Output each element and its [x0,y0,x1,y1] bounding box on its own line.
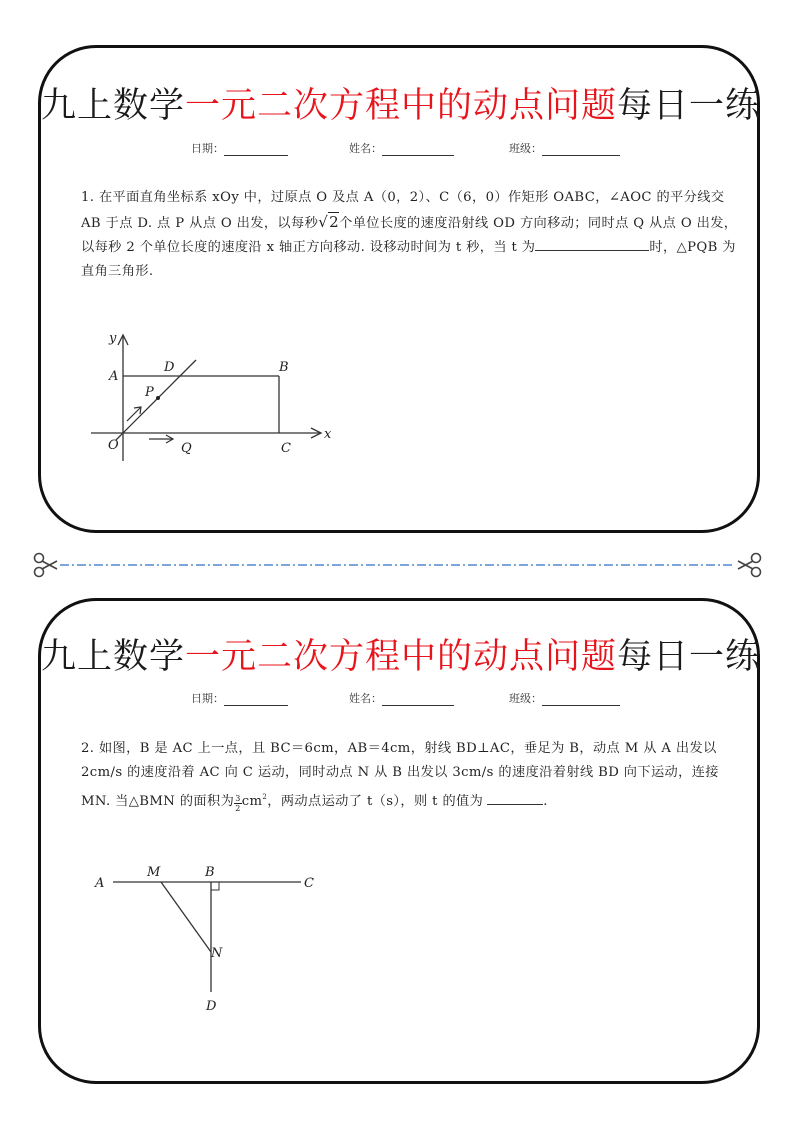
title-suffix: 每日一练 [617,637,762,677]
label-A: A [109,369,119,384]
answer-blank[interactable] [535,236,649,251]
name-blank[interactable] [382,693,454,706]
answer-blank[interactable] [487,790,543,805]
point-P [156,396,160,400]
scissors-icon [738,554,761,577]
label-D: D [164,360,175,375]
cut-line-divider [30,550,765,580]
ray-OD [116,360,196,440]
label-N: N [211,946,223,961]
label-x: x [324,427,332,442]
label-P: P [145,385,154,400]
date-blank[interactable] [224,693,288,706]
label-O: O [108,438,119,453]
title-topic: 一元二次方程中的动点问题 [185,637,618,677]
class-blank[interactable] [542,143,620,156]
exercise-card-2 [38,598,760,1084]
label-B: B [279,360,289,375]
title-topic: 一元二次方程中的动点问题 [185,86,618,126]
label-C: C [304,876,314,891]
label-B: B [205,865,215,880]
coordinate-figure [81,328,341,468]
card-title [41,629,762,679]
card-title [41,78,762,128]
name-blank[interactable] [382,143,454,156]
date-blank[interactable] [224,143,288,156]
class-field: 班级： [509,690,620,706]
class-field: 班级： [509,140,620,156]
fraction: $\frac{3}{2}$ [235,794,241,813]
label-C: C [281,441,291,456]
date-field: 日期： [191,690,288,706]
label-y: y [109,331,117,346]
scissors-icon [35,554,58,577]
name-field: 姓名： [349,140,454,156]
name-field: 姓名： [349,690,454,706]
label-M: M [147,865,161,880]
date-field: 日期： [191,140,288,156]
right-angle-mark [211,882,219,890]
title-prefix: 九上数学 [41,86,186,126]
motion-arrow-P [127,407,141,421]
label-D: D [206,999,217,1014]
title-suffix: 每日一练 [617,86,762,126]
title-prefix: 九上数学 [41,637,186,677]
geometry-figure [91,857,331,1027]
class-blank[interactable] [542,693,620,706]
problem-text: 2. 如图，B 是 AC 上一点，且 BC＝6cm，AB＝4cm，射线 BD⊥AC，垂足为 B，动点 M 从 A 出发以 2cm/s 的速度沿着 AC 向 C 运动，同时动点 N 从 B 出发以 3cm/s 的速度沿着射线 BD 向下运动，连接 MN. 当△BMN 的面积为 $\frac{3}{2}$ $cm^2$，两动点运动了 t（s），则 t 的值为 . [81,741,719,813]
label-Q: Q [181,441,192,456]
exercise-card-1 [38,45,760,533]
sqrt-symbol: √2 [318,213,340,231]
problem-text: 1. 在平面直角坐标系 xOy 中，过原点 O 及点 A（0，2）、C（6，0）作矩形 OABC，∠AOC 的平分线交 AB 于点 D. 点 P 从点 O 出发，以每秒√2个单位长度的速度沿射线 OD 方向移动；同时点 Q 从点 O 出发，以每秒 2 个单位长度的速度沿 x 轴正方向移动. 设移动时间为 t 秒，当 t 为 时，△PQB 为直角三角形. [81,190,738,279]
segment-MN [161,882,211,952]
label-A: A [95,876,105,891]
